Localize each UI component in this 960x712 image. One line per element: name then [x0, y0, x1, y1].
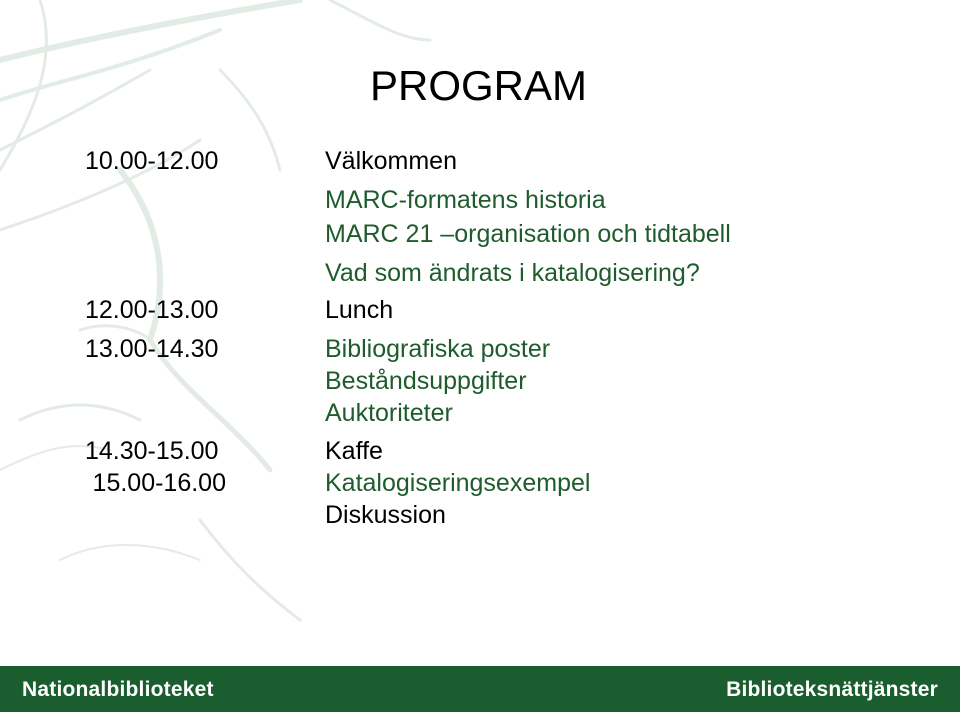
footer-logo-nationalbiblioteket: Nationalbiblioteket — [22, 678, 214, 701]
time-slot-2: 12.00-13.00 — [85, 296, 219, 324]
footer-logo-biblioteksnattjanster: Biblioteksnättjänster — [726, 678, 938, 701]
time-slot-1: 10.00-12.00 — [85, 147, 219, 175]
agenda-item-welcome: Välkommen — [325, 147, 457, 175]
agenda-item-cataloguing-changes: Vad som ändrats i katalogisering? — [325, 259, 700, 287]
agenda-item-marc21-organisation: MARC 21 –organisation och tidtabell — [325, 220, 731, 248]
page-title: PROGRAM — [370, 62, 588, 109]
agenda-item-holdings: Beståndsuppgifter — [325, 367, 527, 395]
agenda-item-lunch: Lunch — [325, 296, 394, 324]
time-slot-3: 13.00-14.30 — [85, 335, 219, 363]
agenda-item-authorities: Auktoriteter — [325, 399, 453, 427]
agenda-item-coffee: Kaffe — [325, 437, 383, 465]
footer-bar — [0, 666, 960, 712]
agenda-item-marc-history: MARC-formatens historia — [325, 186, 606, 214]
agenda-item-bibliographic-records: Bibliografiska poster — [325, 335, 551, 363]
agenda-item-cataloguing-examples: Katalogiseringsexempel — [325, 469, 591, 497]
time-slot-4: 14.30-15.00 — [85, 437, 219, 465]
agenda-item-discussion: Diskussion — [325, 501, 446, 529]
time-slot-5: 15.00-16.00 — [92, 469, 226, 497]
